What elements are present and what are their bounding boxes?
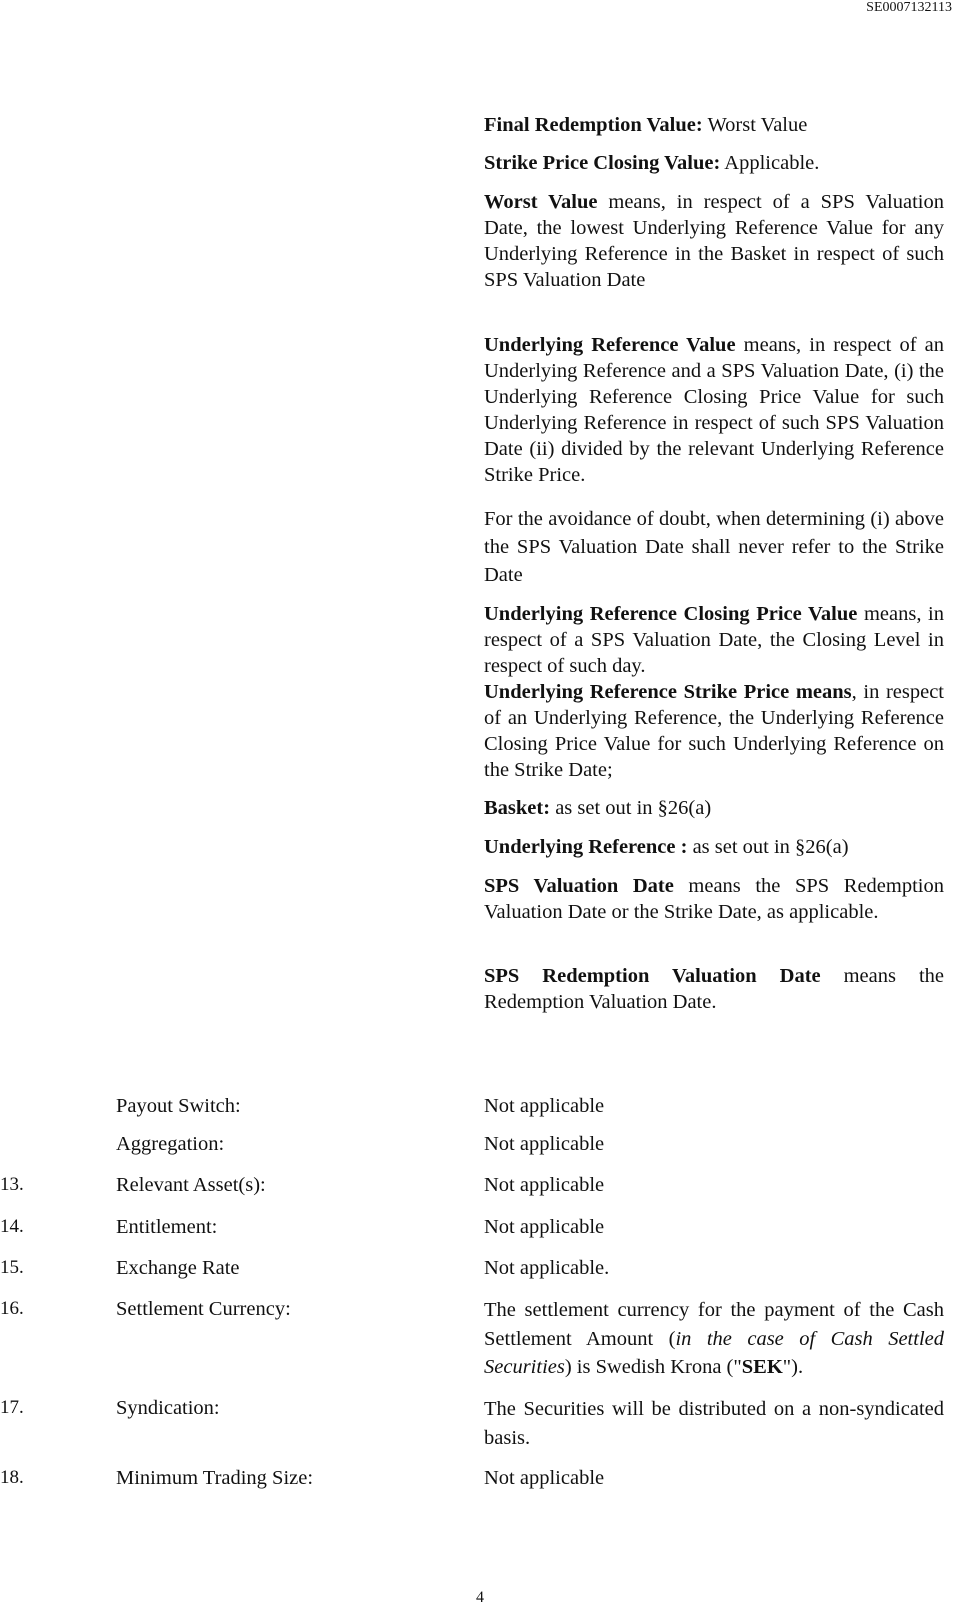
item-value: Not applicable xyxy=(484,1133,605,1155)
basket-definition: Basket: as set out in §26(a) xyxy=(484,797,712,819)
item-value: Not applicable xyxy=(484,1467,605,1489)
item-value: Not applicable xyxy=(484,1095,605,1117)
item-number: 15. xyxy=(0,1257,24,1278)
item-label: Settlement Currency: xyxy=(116,1298,291,1320)
item-number: 18. xyxy=(0,1467,24,1488)
item-label: Minimum Trading Size: xyxy=(116,1467,314,1489)
strike-price-closing-value: Strike Price Closing Value: Applicable. xyxy=(484,152,820,174)
item-label: Syndication: xyxy=(116,1397,220,1419)
item-number: 14. xyxy=(0,1216,24,1237)
item-value: Not applicable xyxy=(484,1216,605,1238)
strike-price-definition: Underlying Reference Strike Price means, in respect of an Underlying Reference, the Underlying Reference Closing Price Value for such Underlying Reference on the Strike Date; xyxy=(484,681,944,781)
item-number: 16. xyxy=(0,1298,24,1319)
item-label: Relevant Asset(s): xyxy=(116,1174,266,1196)
item-value: Not applicable xyxy=(484,1174,605,1196)
underlying-reference-value-definition: Underlying Reference Value means, in respect of an Underlying Reference and a SPS Valuation Date, (i) the Underlying Reference Closing Price Value for such Underlying Reference in respect of such SPS Valuation Date (ii) divided by the relevant Underlying Reference Strike Price. xyxy=(484,334,944,486)
sps-redemption-valuation-date-definition: SPS Redemption Valuation Date means the Redemption Valuation Date. xyxy=(484,965,944,1013)
document-id: SE0007132113 xyxy=(866,0,952,15)
page-number: 4 xyxy=(476,1589,484,1606)
item-label: Aggregation: xyxy=(116,1133,225,1155)
worst-value-definition: Worst Value means, in respect of a SPS Valuation Date, the lowest Underlying Reference Value for any Underlying Reference in the Basket in respect of such SPS Valuation Date xyxy=(484,191,944,291)
sps-valuation-date-definition: SPS Valuation Date means the SPS Redemption Valuation Date or the Strike Date, as applicable. xyxy=(484,875,944,923)
item-value: The Securities will be distributed on a non-syndicated basis. xyxy=(484,1398,944,1449)
item-number: 17. xyxy=(0,1397,24,1418)
item-number: 13. xyxy=(0,1174,24,1195)
item-label: Entitlement: xyxy=(116,1216,218,1238)
item-value: Not applicable. xyxy=(484,1257,610,1279)
underlying-reference-definition: Underlying Reference : as set out in §26(a) xyxy=(484,836,849,858)
closing-price-value-definition: Underlying Reference Closing Price Value means, in respect of a SPS Valuation Date, the Closing Level in respect of such day. xyxy=(484,603,944,677)
final-redemption-value: Final Redemption Value: Worst Value xyxy=(484,114,808,136)
item-label: Payout Switch: xyxy=(116,1095,241,1117)
item-label: Exchange Rate xyxy=(116,1257,240,1279)
avoidance-of-doubt-paragraph: For the avoidance of doubt, when determining (i) above the SPS Valuation Date shall never refer to the Strike Date xyxy=(484,508,944,586)
item-value: The settlement currency for the payment of the Cash Settlement Amount (in the case of Cash Settled Securities) is Swedish Krona ("SEK"). xyxy=(484,1299,944,1378)
